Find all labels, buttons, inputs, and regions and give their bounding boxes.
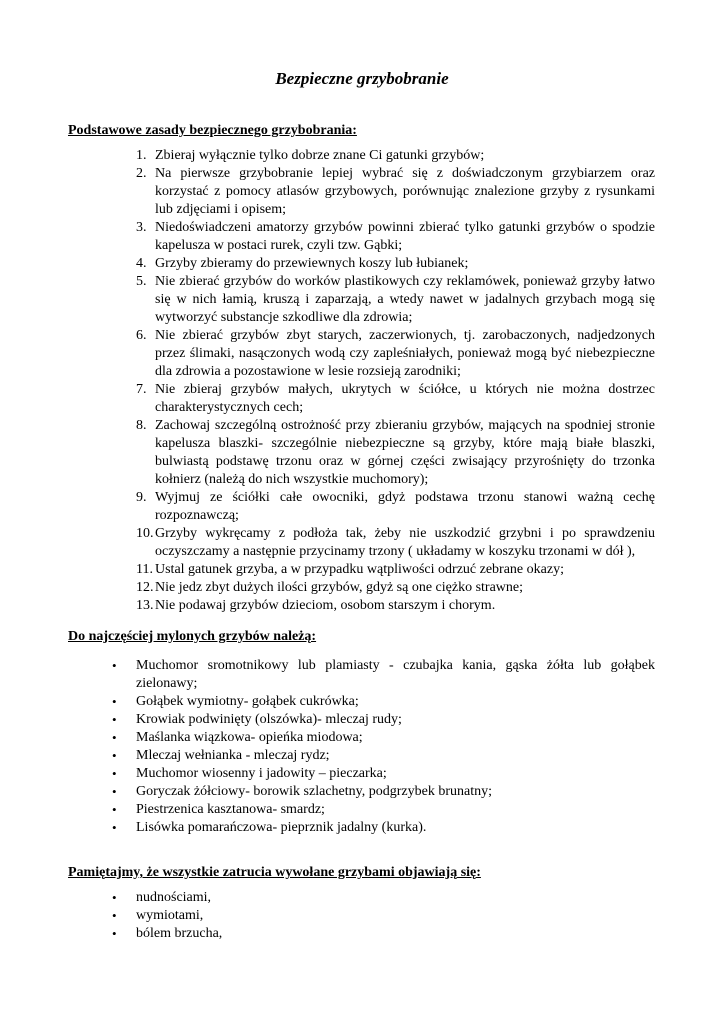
bullet-icon: •: [112, 712, 117, 727]
item-text: Nie zbieraj grzybów małych, ukrytych w ściółce, u których nie można dostrzec charakterystycznych cech;: [155, 382, 655, 415]
item-number: 12.: [136, 580, 154, 595]
bullet-icon: •: [112, 820, 117, 835]
bullet-icon: •: [112, 694, 117, 709]
list-item: [112, 907, 655, 925]
list-item: [136, 327, 655, 381]
rules-heading: Podstawowe zasady bezpiecznego grzybobrania:: [68, 123, 357, 138]
item-text: Maślanka wiązkowa- opieńka miodowa;: [136, 730, 363, 745]
list-item: [136, 489, 655, 525]
bullet-icon: •: [112, 926, 117, 941]
bullet-icon: •: [112, 658, 117, 673]
bullet-icon: •: [112, 802, 117, 817]
item-text: Na pierwsze grzybobranie lepiej wybrać się z doświadczonym grzybiarzem oraz korzystać z pomocy atlasów grzybowych, porównując znalezione grzyby z rysunkami lub zdjęciami i opisem;: [155, 166, 655, 217]
list-item: [112, 711, 655, 729]
bullet-icon: •: [112, 748, 117, 763]
item-number: 6.: [136, 328, 147, 343]
list-item: [112, 747, 655, 765]
list-item: [136, 273, 655, 327]
item-number: 4.: [136, 256, 147, 271]
item-text: bólem brzucha,: [136, 926, 223, 941]
item-number: 11.: [136, 562, 153, 577]
bullet-icon: •: [112, 730, 117, 745]
list-item: [136, 525, 655, 561]
list-item: [112, 783, 655, 801]
item-text: Goryczak żółciowy- borowik szlachetny, podgrzybek brunatny;: [136, 784, 492, 799]
item-number: 5.: [136, 274, 147, 289]
item-text: Nie podawaj grzybów dzieciom, osobom starszym i chorym.: [155, 598, 496, 613]
item-text: Muchomor wiosenny i jadowity – pieczarka;: [136, 766, 387, 781]
list-item: [136, 417, 655, 489]
item-text: Piestrzenica kasztanowa- smardz;: [136, 802, 325, 817]
item-number: 7.: [136, 382, 147, 397]
item-text: Wyjmuj ze ściółki całe owocniki, gdyż podstawa trzonu stanowi ważną cechę rozpoznawczą;: [155, 490, 655, 523]
item-text: Lisówka pomarańczowa- pieprznik jadalny (kurka).: [136, 820, 427, 835]
item-number: 9.: [136, 490, 147, 505]
confused-mushrooms-list: [112, 657, 655, 837]
item-text: Zachowaj szczególną ostrożność przy zbieraniu grzybów, mających na spodniej stronie kapelusza blaszki- szczególnie niebezpieczne są grzyby, które mają białe blaszki, bulwiastą podstawę trzonu oraz w górnej części zwisający przyrośnięty do trzonka kołnierz (należą do nich wszystkie muchomory);: [155, 418, 655, 487]
list-item: [112, 693, 655, 711]
confused-mushrooms-heading: Do najczęściej mylonych grzybów należą:: [68, 629, 317, 644]
bullet-icon: •: [112, 908, 117, 923]
item-text: wymiotami,: [136, 908, 204, 923]
item-number: 1.: [136, 148, 147, 163]
bullet-icon: •: [112, 766, 117, 781]
item-text: Zbieraj wyłącznie tylko dobrze znane Ci gatunki grzybów;: [155, 148, 485, 163]
symptoms-heading: Pamiętajmy, że wszystkie zatrucia wywołane grzybami objawiają się:: [68, 865, 481, 880]
list-item: [136, 147, 655, 165]
rules-list: [136, 147, 655, 615]
list-item: [112, 801, 655, 819]
list-item: [112, 925, 655, 943]
list-item: [112, 657, 655, 693]
symptoms-list: [112, 889, 655, 943]
item-number: 2.: [136, 166, 147, 181]
bullet-icon: •: [112, 784, 117, 799]
item-text: Gołąbek wymiotny- gołąbek cukrówka;: [136, 694, 359, 709]
item-text: Krowiak podwinięty (olszówka)- mleczaj rudy;: [136, 712, 402, 727]
list-item: [112, 765, 655, 783]
list-item: [136, 597, 655, 615]
list-item: [136, 381, 655, 417]
item-text: Grzyby wykręcamy z podłoża tak, żeby nie uszkodzić grzybni i po sprawdzeniu oczyszczamy a następnie przycinamy trzony ( układamy w koszyku trzonami w dół ),: [155, 526, 655, 559]
list-item: [136, 561, 655, 579]
item-number: 13.: [136, 598, 154, 613]
list-item: [136, 579, 655, 597]
item-text: Nie zbierać grzybów zbyt starych, zaczerwionych, tj. zarobaczonych, nadjedzonych przez ślimaki, nasączonych wodą czy zapleśniałych, ponieważ mogą być niebezpieczne dla zdrowia a pozostawione w lesie rozsieją zarodniki;: [155, 328, 655, 379]
list-item: [136, 255, 655, 273]
list-item: [112, 889, 655, 907]
list-item: [112, 819, 655, 837]
item-text: Muchomor sromotnikowy lub plamiasty - czubajka kania, gąska żółta lub gołąbek zielonawy;: [136, 658, 655, 691]
document-title: Bezpieczne grzybobranie: [275, 69, 449, 88]
item-number: 10.: [136, 526, 154, 541]
bullet-icon: •: [112, 890, 117, 905]
item-number: 8.: [136, 418, 147, 433]
list-item: [136, 219, 655, 255]
item-text: Ustal gatunek grzyba, a w przypadku wątpliwości odrzuć zebrane okazy;: [155, 562, 564, 577]
item-text: Nie zbierać grzybów do worków plastikowych czy reklamówek, ponieważ grzyby łatwo się w nich łamią, kruszą i zaparzają, a wtedy nawet w jadalnych grzybach mogą się wytworzyć substancje szkodliwe dla zdrowia;: [155, 274, 655, 325]
item-text: nudnościami,: [136, 890, 212, 905]
item-number: 3.: [136, 220, 147, 235]
list-item: [136, 165, 655, 219]
item-text: Mleczaj wełnianka - mleczaj rydz;: [136, 748, 330, 763]
item-text: Niedoświadczeni amatorzy grzybów powinni zbierać tylko gatunki grzybów o spodzie kapelusza w postaci rurek, czyli tzw. Gąbki;: [155, 220, 655, 253]
item-text: Grzyby zbieramy do przewiewnych koszy lub łubianek;: [155, 256, 469, 271]
list-item: [112, 729, 655, 747]
item-text: Nie jedz zbyt dużych ilości grzybów, gdyż są one ciężko strawne;: [155, 580, 524, 595]
